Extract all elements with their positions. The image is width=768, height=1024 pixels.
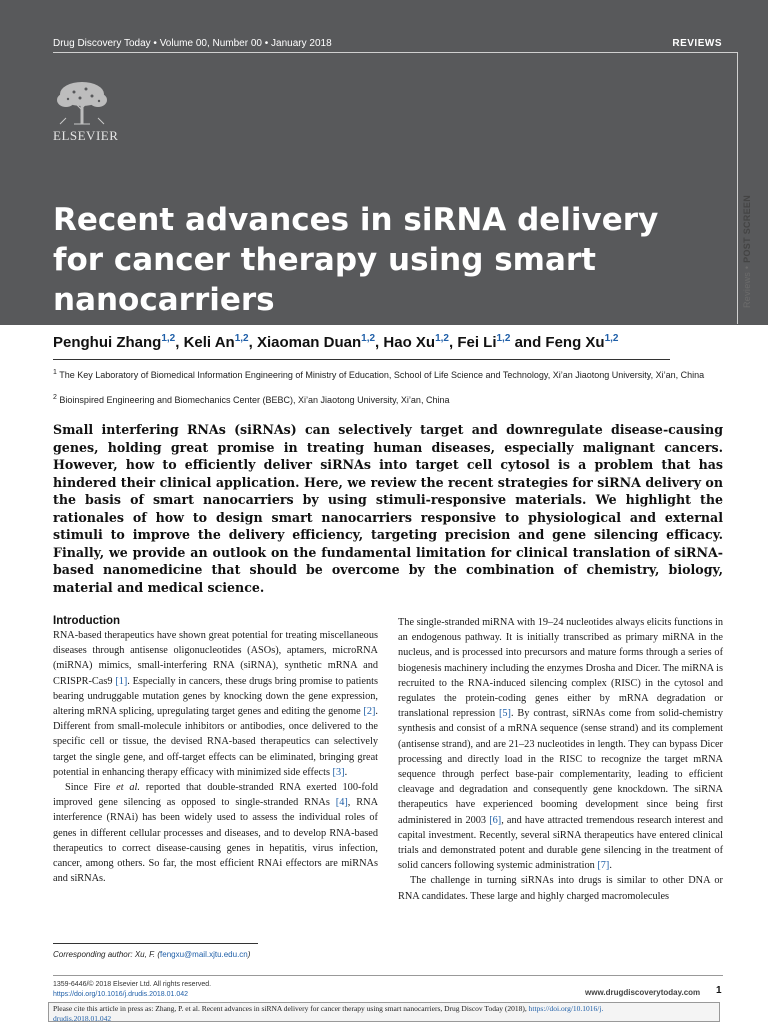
corresponding-name: Xu, F. (: [132, 950, 161, 959]
corresponding-rule: [53, 943, 258, 944]
italic-text: et al.: [116, 782, 140, 794]
section-label: REVIEWS: [672, 38, 722, 49]
author-affil-sup[interactable]: 1,2: [435, 333, 449, 344]
article-title: Recent advances in siRNA delivery for cancer therapy using smart nanocarriers: [53, 202, 659, 318]
left-column: [53, 615, 378, 886]
author-affil-sup[interactable]: 1,2: [604, 333, 619, 344]
text-run: . Different from small-molecule inhibitors or antibodies, once delivered to the specific cell or tissue, the devised RNA-based therapeutics can selectively target the single gene, and off-target effects can be eliminated, bringing great potential in enhancing therapy efficacy with minimized side effects: [53, 706, 378, 778]
affiliation: [53, 392, 733, 406]
author-separator: ,: [248, 334, 257, 351]
text-run: RNA-based therapeutics have shown great potential for treating miscellaneous diseases through antisense oligonucleotides (ASOs), aptamers, microRNA (miRNA) mimics, small-interfering RNA (siRNA), synthetic mRNA and CRISPR-Cas9: [53, 630, 378, 687]
header-rule: [53, 52, 738, 53]
text-run: reported that double-stranded RNA exerted 100-fold improved gene silencing as opposed to single-stranded RNAs: [53, 782, 378, 809]
text-run: , and have attracted tremendous research interest and capital investment. Recently, several siRNA therapeutics have entered clinical trials and demonstrated potent and durable gene silencing in the treatment of solid cancers following systemic administration: [398, 814, 723, 872]
author-affil-sup[interactable]: 1,2: [234, 333, 249, 344]
publisher-name: ELSEVIER: [53, 128, 119, 143]
author-name: Penghui Zhang: [53, 334, 162, 351]
author-affil-sup[interactable]: 1,2: [161, 333, 176, 344]
citation-box: [48, 1002, 720, 1022]
author-affil-sup[interactable]: 1,2: [496, 333, 511, 344]
reference-link[interactable]: [7]: [597, 860, 610, 872]
affiliation-number: 2: [53, 394, 57, 401]
author-name: Hao Xu: [383, 334, 436, 351]
reference-link[interactable]: [6]: [489, 814, 502, 826]
author-name: Keli An: [183, 334, 235, 351]
right-column: [398, 615, 723, 904]
issn-line: 1359-6446/© 2018 Elsevier Ltd. All rights reserved.: [53, 981, 212, 988]
reference-link[interactable]: [2]: [363, 706, 376, 718]
author-name: Feng Xu: [545, 334, 605, 351]
text-run: .: [344, 766, 348, 778]
abstract: Small interfering RNAs (siRNAs) can selectively target and downregulate disease-causing genes, holding great promise in treating human diseases, especially malignant cancers. However, how to efficiently deliver siRNAs into target cell cytosol is a problem that has hindered their clinical application. Here, we review the recent strategies for siRNA delivery on the basis of smart nanocarriers by using stimuli-responsive materials. We highlight the rationales of how to design smart nanocarriers responsive to physiological and external stimuli to improve the delivery efficiency, targeting precision and gene silencing efficacy. Finally, we provide an outlook on the fundamental limitation for clinical translation of siRNA-based nanomedicine that should be overcome by the combination of chemistry, biology, material and medical science.: [53, 422, 723, 595]
citation-text: Please cite this article in press as: Zhang, P. et al. Recent advances in siRNA delivery for cancer therapy using smart nanocarriers, Drug Discov Today (2018),: [53, 1004, 529, 1013]
text-run: .: [609, 860, 612, 872]
cover-header: [0, 0, 768, 325]
text-run: . By contrast, siRNAs come from solid-chemistry synthesis and consist of a mRNA sequence (sense strand) and its complement (antisense strand), and are 21–23 nucleotides in length. They can bypass Dicer processing and directly load in the RISC to recognize the target mRNA sequence through perfect base-pair complementarity, leading to efficient cleavage and degradation and consequently gene knockdown. The siRNA therapeutics have experienced booming development since being first administered in 2003: [398, 708, 723, 826]
corresponding-close: ): [247, 950, 251, 959]
email-link[interactable]: fengxu@mail.xjtu.edu.cn: [160, 950, 248, 959]
reference-link[interactable]: [3]: [332, 766, 345, 778]
side-tag-strong: POST SCREEN: [742, 195, 752, 263]
author-list: [53, 333, 619, 351]
corresponding-label: Corresponding author:: [53, 950, 133, 959]
text-run: . Especially in cancers, these drugs bring promise to patients bearing undruggable mutation genes by knocking down the gene expression, altering mRNA splicing, upregulating target genes and editing the genome: [53, 675, 379, 718]
paragraph: The challenge in turning siRNAs into drugs is similar to other DNA or RNA candidates. These large and highly charged macromolecules: [398, 875, 723, 902]
affiliation: [53, 367, 733, 381]
affiliation-number: 1: [53, 369, 57, 376]
paragraph: [53, 780, 378, 886]
corresponding-author: [53, 950, 250, 959]
text-run: Since Fire: [65, 782, 117, 794]
author-separator: ,: [375, 334, 384, 351]
page-number: 1: [716, 985, 722, 996]
reference-link[interactable]: [5]: [498, 708, 511, 720]
text-run: The single-stranded miRNA with 19–24 nucleotides always elicits functions in an endogenous pathway. It is initially transcribed as primary miRNA in the nucleus, and is processed into precursors and mature forms through a series of biogenesis machinery including the enzymes Drosha and Dicer. The miRNA is recruited to the RNA-induced silencing complex (RISC) in the cytosol and regulates the protein-coding genes either by mRNA degradation or translational repression: [398, 617, 723, 720]
side-tag: [742, 195, 752, 308]
reference-link[interactable]: [4]: [335, 797, 348, 809]
author-name: Xiaoman Duan: [256, 334, 362, 351]
section-heading: Introduction: [53, 615, 121, 627]
author-name: Fei Li: [457, 334, 497, 351]
footer-rule: [53, 975, 723, 976]
header-vertical-rule: [737, 52, 738, 324]
journal-line: Drug Discovery Today • Volume 00, Number 00 • January 2018: [53, 38, 332, 49]
author-separator: and: [510, 334, 546, 351]
author-affil-sup[interactable]: 1,2: [361, 333, 376, 344]
author-separator: ,: [448, 334, 458, 351]
text-run: , RNA interference (RNAi) has been widely used to assess the individual roles of genes in different cellular processes and diseases, and to develop RNA-based therapeutics to correct disease-causing genes in hepatitis, virus infection, cancer, among others. So far, the most efficient RNAi effectors are miRNAs and siRNAs.: [53, 797, 379, 885]
side-tag-prefix: Reviews •: [742, 265, 752, 308]
paragraph: [398, 615, 723, 873]
affiliation-text: The Key Laboratory of Biomedical Information Engineering of Ministry of Education, School of Life Science and Technology, Xi’an Jiaotong University, Xi’an, China: [59, 370, 705, 380]
elsevier-tree-logo-icon: [52, 80, 112, 126]
reference-link[interactable]: [1]: [115, 675, 128, 687]
citation-doi-link[interactable]: https://doi.org/10.1016/j.: [528, 1004, 604, 1013]
doi-link[interactable]: https://doi.org/10.1016/j.drudis.2018.01.042: [53, 991, 189, 998]
paragraph: [53, 628, 378, 780]
journal-website[interactable]: www.drugdiscoverytoday.com: [585, 988, 701, 997]
author-rule: [53, 359, 670, 360]
citation-doi-link-cont[interactable]: drudis.2018.01.042: [53, 1013, 112, 1023]
affiliation-text: Bioinspired Engineering and Biomechanics Center (BEBC), Xi’an Jiaotong University, Xi’an, China: [59, 395, 450, 405]
author-separator: ,: [175, 334, 184, 351]
